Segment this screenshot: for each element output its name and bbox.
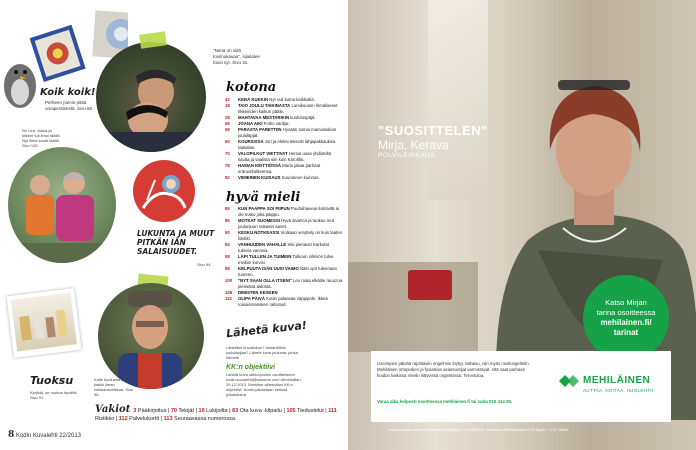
toc-item (225, 254, 343, 266)
tuoksu-caption: Kyrjikiä, se ruokua hyvältä. Sivu 91. (30, 390, 78, 400)
toc-entry-title: VALOPILKUT VIETTIVAT (238, 151, 288, 156)
toc-page-number: 92 (225, 175, 230, 180)
ad-person-name: Mirja, Kerava (378, 138, 449, 152)
vakiot-label-text: Palvelukortti (127, 416, 160, 422)
toc-item (225, 218, 343, 230)
koik-title: Koik koik! (40, 87, 96, 98)
toc-entry-desc: Näin opit tuleenaan tuoreen. (238, 266, 338, 277)
toc-item (225, 242, 343, 254)
toc-item (225, 230, 343, 242)
toc-page-number: 98 (225, 254, 230, 259)
cta-circle[interactable] (583, 275, 669, 361)
toc-entry-title: KUN PAAPPA SOI PIIPUN (238, 206, 290, 211)
toc-entry-text (238, 175, 320, 181)
vakiot-item (133, 408, 166, 414)
lahetakuva-text: Lähetitkö kuvailukon? #okartelkilo joululäpijaa? Lähetä kuva joulusta, jonka toimetti (226, 345, 298, 360)
couple-caption: "Nenä on siitä tosimukavaa", sijaitalee Kaisi syr. Sivu 31. (213, 48, 260, 65)
man-caption: Kalle kuuluelta olisi kaikki ilman veikkausveikkaa. Sivu 96. (94, 377, 134, 397)
toc-page-number: 94 (225, 242, 230, 247)
toc-page-number: 66 (225, 121, 230, 126)
vakiot-page-number: 105 (286, 408, 296, 414)
vakiot-label-text: Ota kuva -kilpailu (238, 408, 282, 414)
perfume-photo (6, 288, 81, 358)
toc-entry-title: VANHUUDEN VAHALLE (238, 242, 287, 247)
toc-item (225, 127, 343, 139)
women-photo (8, 147, 116, 263)
kotona-title: kotona (226, 80, 277, 95)
toc-entry-desc: Jori ja Aleksi tekevät lahjapakkauksia taasalan. (238, 139, 336, 150)
toc-item (225, 103, 343, 115)
vakiot-label-text: Tekijät (177, 408, 195, 414)
toc-entry-text (238, 230, 343, 242)
illustration-circle (133, 160, 195, 222)
cta-line2: tarina osoitteessa (596, 308, 656, 317)
kk-objektiivi-title: KK:n objektiivi (226, 364, 276, 371)
toc-entry-desc: Kiki pienaus! Karkulat tuilevia vanosia. (238, 242, 329, 253)
brand-name: MEHILÄINEN (583, 375, 651, 386)
toc-page-number: 28 (225, 115, 230, 120)
vakiot-page-number: 70 (170, 408, 177, 414)
toc-entry-text (238, 254, 343, 266)
mehilainen-logo-icon (557, 373, 579, 391)
toc-page-number: 42 (225, 97, 230, 102)
toc-entry-desc: Leo miaa elkäitie rauozoa piensänä aidosta. (238, 278, 342, 289)
toc-entry-text (238, 242, 343, 254)
red-chair (408, 270, 452, 300)
toc-entry-desc: Kuurokeen kuinnas. (280, 175, 320, 180)
toc-page-number: 85 (225, 206, 230, 211)
toc-entry-title: LÄPI TULLEN JA TUIMEIN (238, 254, 292, 259)
illustration-caption: Sivu 94. (197, 262, 212, 267)
toc-page-number: 18 (225, 103, 230, 108)
toc-entry-title: HAMAN KEITTIÖSSÄ (238, 163, 281, 168)
toc-entry-desc: Nyt vuli kotoa kaikkialla. (268, 97, 315, 102)
vakiot-label-text: Tiedustelut (295, 408, 324, 414)
vakiot-item (286, 408, 323, 414)
toc-entry-desc: Tulkoon silmiiön tulve, meikiin korvisi. (238, 254, 335, 265)
vakiot-page-number: 3 (133, 408, 137, 414)
ad-quote-block (378, 123, 488, 159)
toc-item (225, 278, 343, 290)
lahetakuva-title: Lähetä kuva! (225, 318, 308, 341)
toc-page-number: 86 (225, 218, 230, 223)
toc-entry-desc: Hyvään toimia mainoslukion joululäpjat. (238, 127, 337, 138)
vakiot-label-text: Ristikko (95, 416, 115, 422)
toc-page-number: 112 (225, 296, 232, 301)
toc-entry-desc: Forko varitjar. (262, 121, 290, 126)
ad-info-box (371, 351, 671, 422)
vakiot-item (171, 408, 194, 414)
vakiot-page-number: 112 (118, 416, 128, 422)
toc-entry-title: KERÄ KUKKIN (238, 97, 269, 102)
toc-entry-title: MAHTAVAA MESTARIKIN (238, 115, 290, 120)
toc-entry-title: PARASTA PARETTIIN (238, 127, 282, 132)
magazine-name: Kodin Kuvalehti 22/2013 (15, 433, 81, 439)
penguin-toy-image (0, 52, 42, 112)
couple-photo (96, 42, 206, 152)
illustration-title: LUKUNTA JA MUUT PITKÄN IÄN SALAISUUDET. (137, 229, 215, 256)
vakiot-item (199, 408, 228, 414)
tuoksu-title: Tuoksu (30, 374, 74, 387)
toc-entry-desc: Puuhahaiveai iloitsivitä ai ole mako joka päippu. (238, 206, 339, 217)
ad-fineprint: Soitto lankaan verkon liittymästä 0,08 €/puh. + 0,08 €/min. Matkapuhelinliittymästä 0,08 €/puh. + 0,17 €/min. (388, 428, 570, 432)
toc-entry-text (238, 278, 343, 290)
toc-entry-desc: Lumikuusen himaliseset rikkeinden kaikun pääle. (238, 103, 338, 114)
toc-entry-title: DIMISTEN KESKEN (238, 290, 278, 295)
toc-entry-title: KESKU NOTKEASSI (238, 230, 280, 235)
vakiot-label-text: Lukijoilta (204, 408, 228, 414)
vakiot-item (164, 416, 235, 422)
toc-item (225, 296, 343, 308)
vakiot-page-number: 113 (163, 416, 173, 422)
toc-entry-text (238, 163, 343, 175)
brand-slogan: AUTTAA. HOITAA. HUOLEHTII. (583, 388, 655, 393)
toc-page-number: 78 (225, 163, 230, 168)
kotona-list (225, 97, 343, 181)
toc-entry-text (238, 296, 343, 308)
ad-booking-text[interactable]: Varaa aika helposti osoitteessa mehilainen.fi tai soita 010 414 00. (377, 399, 513, 404)
toc-entry-title: JOANA AIKI (238, 121, 263, 126)
toc-entry-text (238, 151, 343, 163)
page-footer (8, 430, 81, 440)
vakiot-page-number: 10 (198, 408, 205, 414)
vakiot-label: Vakiot (95, 404, 131, 415)
cta-url2[interactable]: tarinat (613, 328, 639, 337)
kk-objektiivi-text: Lähetä kuva sähköpostiin osoitteeseen kodin.kuvalehti@sanoma.com viimeistään 29.12.2013. Merkitse aiheriviiksi KK:n objektiivi. Kuvia julkaistaan netissä julkaistuina. (226, 372, 301, 397)
toc-entry-desc: Kotiin palaavaa väppipole. Ikkea roinaismarioken raitsinuit. (238, 296, 328, 307)
toc-entry-desc: Hemia uusa yhdistellä saulta ja vaalista siin kuin Karolilla. (238, 151, 331, 162)
toc-entry-title: "NYT SAAN OLLA ITSENI" (238, 278, 292, 283)
cta-url[interactable]: mehilainen.fi/ (600, 318, 652, 327)
toc-entry-text (238, 206, 343, 218)
toc-item (225, 206, 343, 218)
toc-page-number: 106 (225, 290, 233, 295)
hyvamieli-title: hyvä mieli (226, 190, 301, 205)
toc-entry-text (238, 266, 343, 278)
toc-entry-text (238, 218, 343, 230)
toc-entry-desc: kuulutuspäjä. (289, 115, 316, 120)
toc-item (225, 151, 343, 163)
toc-entry-text (238, 139, 343, 151)
toc-entry-title: KOURSISSA (238, 139, 264, 144)
toc-page-number: 70 (225, 151, 230, 156)
vakiot-label-text: Seuraavassa numerossa (172, 416, 235, 422)
vakiot-list: Vakiot 3 Pääkirjoitus | 70 Tekijät | 10 Lukijoilta | 63 Ota kuva -kilpailu | 105 Tiedustelut | 111 Ristikko | 112 Palvelukortti | 113 Seuraavassa numerossa (95, 404, 337, 422)
toc-item (225, 139, 343, 151)
toc-item (225, 163, 343, 175)
toc-entry-desc: Violkaan veryttely on kuin laaten lokikki. (238, 230, 343, 241)
man-photo (98, 283, 204, 389)
hyvamieli-list (225, 206, 343, 308)
toc-entry-desc: Maria jakaa parhaat eräruotkuitteensa. (238, 163, 321, 174)
toc-entry-title: VIIMEINEN KUISAUS (238, 175, 281, 180)
toc-page-number: 60 (225, 139, 230, 144)
toc-page-number: 99 (225, 266, 230, 271)
koik-caption: Perheen pienin pitää omaperäisestä. Sivu 66. (45, 100, 94, 111)
toc-entry-title: KELPUUTA ISÄN UUSI VAIMO (238, 266, 299, 271)
page-number: 8 (8, 430, 15, 440)
toc-entry-title: OLIPA PÄIVÄ (238, 296, 265, 301)
cta-line1: Katso Mirjan (605, 298, 647, 307)
toc-entry-title: TAIO JOULU TAIKINASTA (238, 103, 291, 108)
vakiot-page-number: 63 (232, 408, 239, 414)
toc-entry-title: MOTKAT SUOMESSI (238, 218, 280, 223)
ad-person-role: POLVILEIKKAUS (378, 152, 435, 159)
toc-page-number: 100 (225, 278, 233, 283)
toc-page-number: 90 (225, 230, 230, 235)
toc-entry-text (238, 127, 343, 139)
women-caption: Se Lea, Jukka ja kilkker tuli ilmoi täällä. Nyt ilmoi soodi täällä. Sivu 130. (22, 128, 61, 148)
ad-body-text: Useimpien päivää rajoittaviin ongelmiin löytyy ratkaisu, niin myös nivelongelmiin. Mehiläisen ortopedien ja fysiatrian asiantuntijat varmistavat, että saat parhaan hoidon kaikissa nivelin liittyvissä ongelmissa. Tervetuloa. (377, 361, 530, 378)
toc-entry-desc: Hyvä aivanca ja tuokuu mut joulunjuun ratsaset aavet. (238, 218, 334, 229)
toc-page-number: 68 (225, 127, 230, 132)
vakiot-label-text: Pääkirjoitus (136, 408, 167, 414)
vakiot-page-number: 111 (328, 408, 337, 414)
toc-entry-text (238, 103, 343, 115)
vakiot-item (232, 408, 282, 414)
toc-item (225, 266, 343, 278)
toc-item (225, 175, 343, 181)
vakiot-item (119, 416, 159, 422)
ad-page (348, 0, 696, 450)
ad-quote: "SUOSITTELEN" (378, 123, 488, 138)
